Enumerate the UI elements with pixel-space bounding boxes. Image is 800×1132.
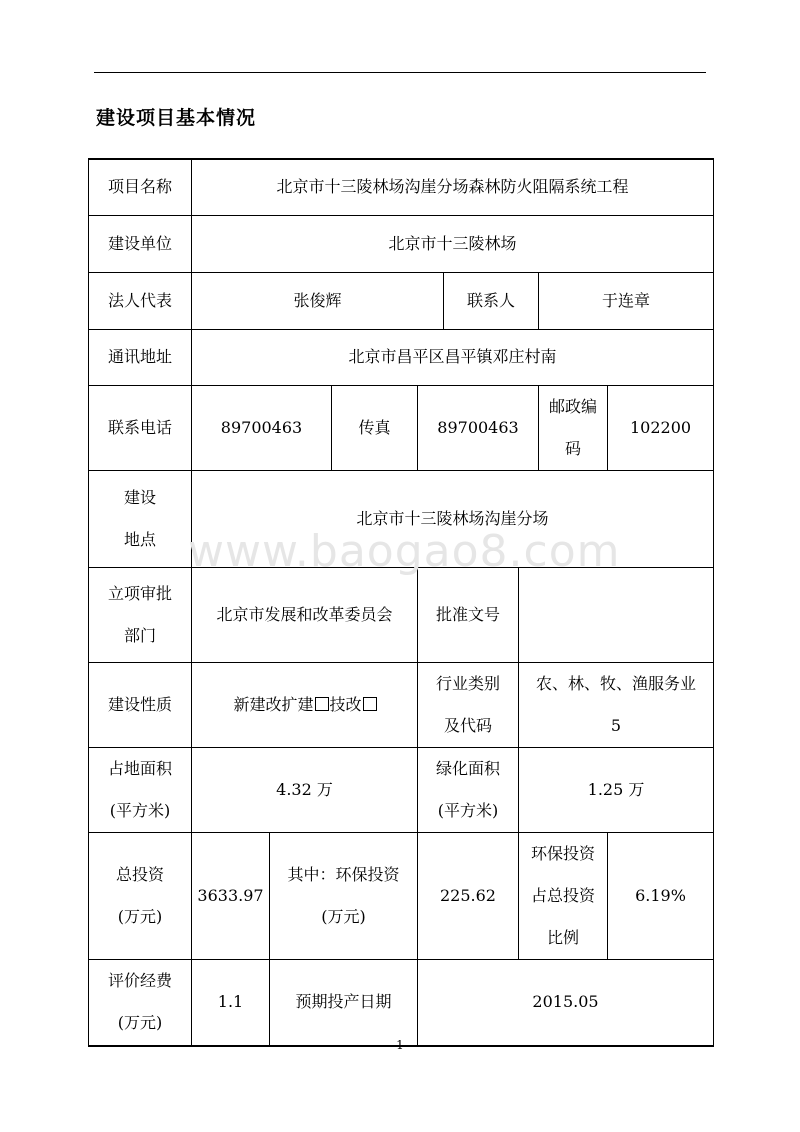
header-rule — [94, 72, 706, 73]
address-label: 通讯地址 — [89, 329, 192, 385]
area-label — [89, 747, 192, 832]
production-date-value: 2015.05 — [418, 959, 714, 1046]
row-approval — [89, 567, 714, 662]
row-address — [89, 329, 714, 385]
industry-value — [519, 662, 714, 747]
industry-label — [418, 662, 519, 747]
nature-options — [192, 662, 418, 747]
postal-label: 邮政编码 — [539, 385, 608, 470]
evaluation-label-line1: 评价经费 — [107, 971, 172, 991]
area-value: 4.32 万 — [192, 747, 418, 832]
construction-unit-value: 北京市十三陵林场 — [192, 215, 714, 272]
env-ratio-value: 6.19% — [608, 832, 714, 959]
tech-checkbox — [363, 697, 377, 711]
env-investment-value: 225.62 — [418, 832, 519, 959]
page-heading: 建设项目基本情况 — [96, 107, 257, 129]
evaluation-value: 1.1 — [192, 959, 270, 1046]
evaluation-label — [89, 959, 192, 1046]
row-evaluation — [89, 959, 714, 1046]
env-ratio-label-line1: 环保投资 — [530, 843, 595, 863]
fax-label: 传真 — [332, 385, 418, 470]
row-legal-rep — [89, 272, 714, 329]
row-site — [89, 470, 714, 567]
address-value: 北京市昌平区昌平镇邓庄村南 — [192, 329, 714, 385]
industry-label-line1: 行业类别 — [435, 673, 500, 693]
approval-label-line1: 立项审批 — [107, 583, 172, 603]
approval-dept-value: 北京市发展和改革委员会 — [192, 567, 418, 662]
row-investment — [89, 832, 714, 959]
legal-rep-label: 法人代表 — [89, 272, 192, 329]
green-area-label-line2: (平方米) — [437, 800, 499, 820]
construction-unit-label: 建设单位 — [89, 215, 192, 272]
env-ratio-label-line3: 比例 — [546, 927, 579, 947]
area-label-line2: (平方米) — [109, 800, 171, 820]
site-label-line2: 地点 — [123, 529, 156, 549]
nature-option-expand: 改扩建 — [265, 694, 314, 714]
approval-label — [89, 567, 192, 662]
approval-doc-label: 批准文号 — [418, 567, 519, 662]
nature-option-new: 新建 — [233, 694, 266, 714]
expand-checkbox — [315, 697, 329, 711]
row-nature — [89, 662, 714, 747]
contact-label: 联系人 — [444, 272, 539, 329]
site-value: 北京市十三陵林场沟崖分场 — [192, 470, 714, 567]
env-investment-label-line2: (万元) — [321, 906, 366, 926]
watermark: www.baogao8.com — [188, 526, 621, 577]
industry-value-line1: 农、林、牧、渔服务业 — [536, 673, 697, 693]
postal-value: 102200 — [608, 385, 714, 470]
area-label-line1: 占地面积 — [107, 758, 172, 778]
env-ratio-label — [519, 832, 608, 959]
production-date-label: 预期投产日期 — [270, 959, 418, 1046]
page-number: 1 — [396, 1038, 404, 1052]
investment-label-line2: (万元) — [117, 906, 163, 926]
green-area-label-line1: 绿化面积 — [435, 758, 500, 778]
approval-doc-value — [519, 567, 714, 662]
nature-option-tech: 技改 — [329, 694, 362, 714]
row-phone — [89, 385, 714, 470]
nature-label: 建设性质 — [89, 662, 192, 747]
project-name-label: 项目名称 — [89, 159, 192, 215]
investment-label — [89, 832, 192, 959]
approval-label-line2: 部门 — [123, 625, 156, 645]
project-name-value: 北京市十三陵林场沟崖分场森林防火阻隔系统工程 — [192, 159, 714, 215]
env-ratio-label-line2: 占总投资 — [530, 885, 595, 905]
investment-label-line1: 总投资 — [115, 864, 164, 884]
site-label — [89, 470, 192, 567]
project-info-table — [88, 158, 714, 1047]
row-project-name — [89, 159, 714, 215]
row-construction-unit — [89, 215, 714, 272]
contact-value: 于连章 — [539, 272, 714, 329]
investment-value: 3633.97 — [192, 832, 270, 959]
green-area-label — [418, 747, 519, 832]
green-area-value: 1.25 万 — [519, 747, 714, 832]
site-label-line1: 建设 — [123, 487, 156, 507]
phone-value: 89700463 — [192, 385, 332, 470]
industry-label-line2: 及代码 — [443, 715, 492, 735]
evaluation-label-line2: (万元) — [117, 1013, 163, 1033]
phone-label: 联系电话 — [89, 385, 192, 470]
env-investment-label-line1: 其中：环保投资 — [287, 864, 400, 884]
fax-value: 89700463 — [418, 385, 539, 470]
legal-rep-value: 张俊辉 — [192, 272, 444, 329]
row-area — [89, 747, 714, 832]
env-investment-label — [270, 832, 418, 959]
industry-value-line2: 5 — [610, 715, 622, 735]
